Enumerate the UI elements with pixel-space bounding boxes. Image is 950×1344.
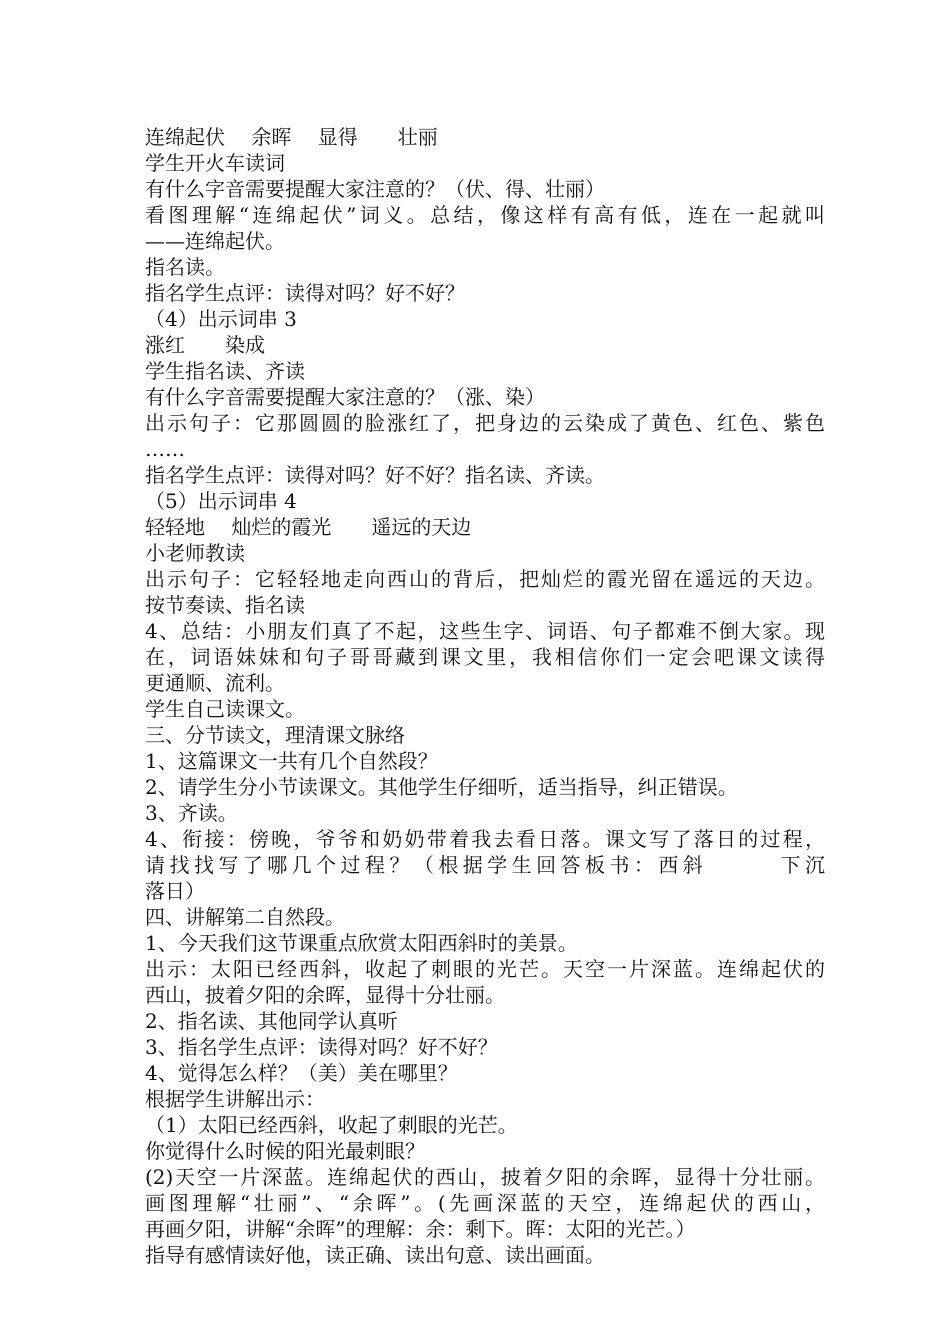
text-line: （5）出示词串 4 [145, 489, 297, 513]
text-line: 指名学生点评：读得对吗？好不好？指名读、齐读。 [145, 463, 605, 487]
text-line: 更通顺、流利。 [145, 671, 285, 695]
text-line: 画图理解“壮丽”、“余晖”。(先画深蓝的天空，连绵起伏的西山， [145, 1191, 825, 1215]
text-line: 学生自己读课文。 [145, 697, 305, 721]
text-line: 3、齐读。 [145, 801, 238, 825]
text-line: 再画夕阳，讲解“余晖”的理解：余：剩下。晖：太阳的光芒。） [145, 1217, 696, 1241]
text-line: 涨红 染成 [145, 333, 265, 357]
text-line: 西山，披着夕阳的余晖，显得十分壮丽。 [145, 983, 505, 1007]
text-line: 指名学生点评：读得对吗？好不好？ [145, 281, 465, 305]
text-line: 根据学生讲解出示： [145, 1087, 325, 1111]
text-line: …… [145, 437, 185, 461]
text-line: 请找找写了哪几个过程？（根据学生回答板书：西斜 下沉 [145, 853, 825, 877]
section-heading: 四、讲解第二自然段。 [145, 905, 345, 929]
text-line: 出示：太阳已经西斜，收起了刺眼的光芒。天空一片深蓝。连绵起伏的 [145, 957, 825, 981]
text-line: （4）出示词串 3 [145, 307, 297, 331]
text-line: 4、总结：小朋友们真了不起，这些生字、词语、句子都难不倒大家。现 [145, 619, 825, 643]
document-body [145, 124, 825, 1268]
text-line: 2、请学生分小节读课文。其他学生仔细听，适当指导，纠正错误。 [145, 775, 738, 799]
text-line: 4、衔接：傍晚，爷爷和奶奶带着我去看日落。课文写了落日的过程， [145, 827, 825, 851]
text-line: 3、指名学生点评：读得对吗？好不好？ [145, 1035, 498, 1059]
text-line: 看图理解“连绵起伏”词义。总结，像这样有高有低，连在一起就叫 [145, 203, 825, 227]
text-line: 有什么字音需要提醒大家注意的？（涨、染） [145, 385, 545, 409]
text-line: 轻轻地 灿烂的霞光 遥远的天边 [145, 515, 472, 539]
text-line: 小老师教读 [145, 541, 245, 565]
text-line: 2、指名读、其他同学认真听 [145, 1009, 398, 1033]
text-line: 指导有感情读好他，读正确、读出句意、读出画面。 [145, 1243, 605, 1267]
text-line: （1）太阳已经西斜，收起了刺眼的光芒。 [145, 1113, 518, 1137]
text-line: 你觉得什么时候的阳光最刺眼？ [145, 1139, 425, 1163]
text-line: 出示句子：它轻轻地走向西山的背后，把灿烂的霞光留在遥远的天边。 [145, 567, 825, 591]
section-heading: 三、分节读文，理清课文脉络 [145, 723, 405, 747]
text-line: 按节奏读、指名读 [145, 593, 305, 617]
text-line: 连绵起伏 余晖 显得 壮丽 [145, 125, 438, 149]
text-line: (2)天空一片深蓝。连绵起伏的西山，披着夕阳的余晖，显得十分壮丽。 [145, 1165, 825, 1189]
text-line: 落日） [145, 879, 205, 903]
text-line: 学生指名读、齐读 [145, 359, 305, 383]
text-line: 在，词语妹妹和句子哥哥藏到课文里，我相信你们一定会吧课文读得 [145, 645, 825, 669]
text-line: 4、觉得怎么样？（美）美在哪里？ [145, 1061, 458, 1085]
text-line: 指名读。 [145, 255, 225, 279]
text-line: 学生开火车读词 [145, 151, 285, 175]
text-line: 有什么字音需要提醒大家注意的？（伏、得、壮丽） [145, 177, 605, 201]
text-line: 1、今天我们这节课重点欣赏太阳西斜时的美景。 [145, 931, 578, 955]
text-line: 1、这篇课文一共有几个自然段？ [145, 749, 438, 773]
text-line: 出示句子：它那圆圆的脸涨红了，把身边的云染成了黄色、红色、紫色 [145, 411, 825, 435]
text-line: ——连绵起伏。 [145, 229, 285, 253]
